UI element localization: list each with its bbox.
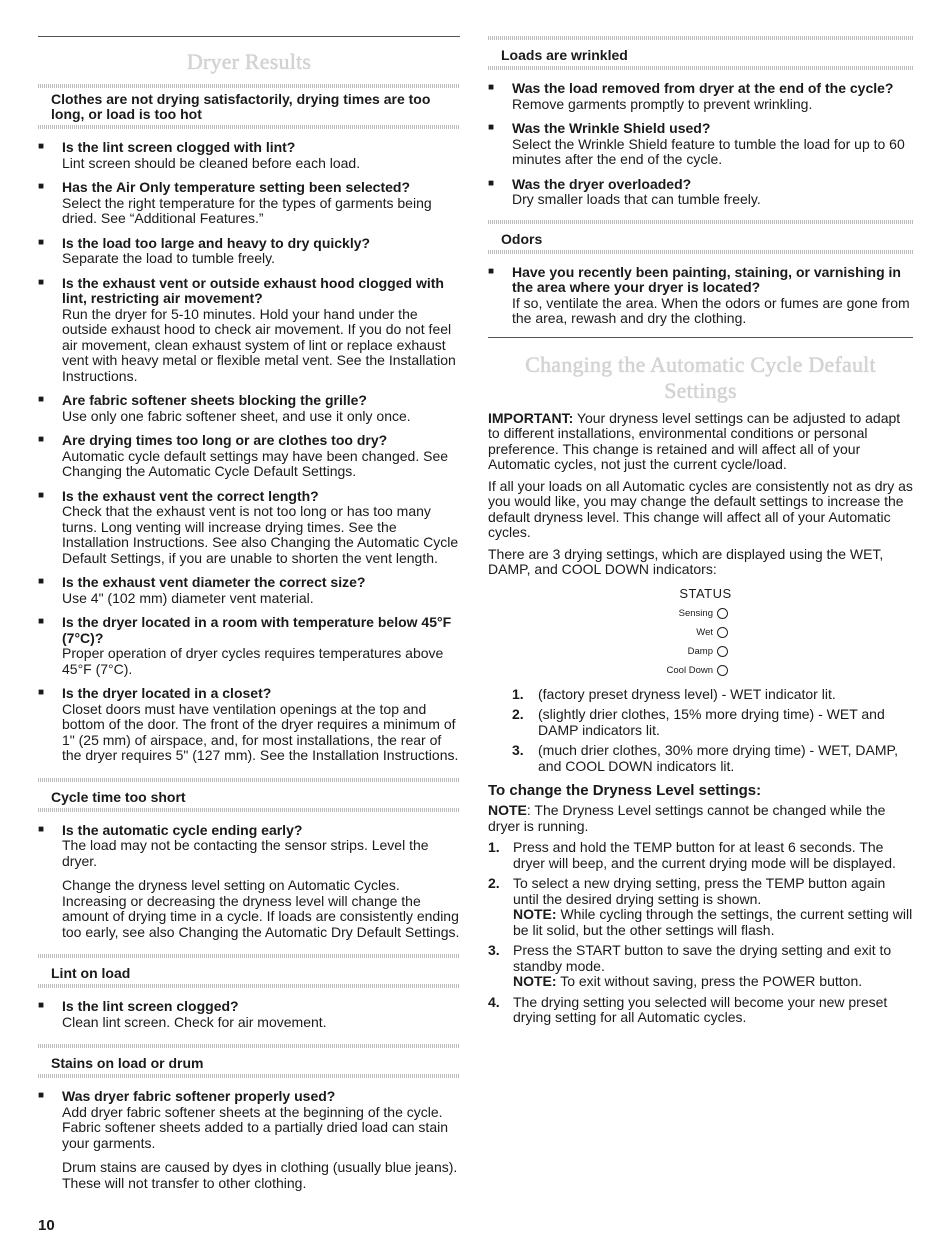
problem-section bbox=[38, 92, 460, 764]
answer: Proper operation of dryer cycles requires temperatures above 45°F (7°C). bbox=[62, 645, 444, 677]
divider bbox=[488, 220, 913, 224]
indicator-label: Sensing bbox=[678, 607, 713, 619]
item-number: 2. bbox=[512, 706, 524, 722]
item-number: 1. bbox=[488, 839, 500, 855]
divider bbox=[38, 84, 460, 88]
divider bbox=[38, 1044, 460, 1048]
problem-section bbox=[38, 1044, 460, 1191]
question: Is the dryer located in a room with temperature below 45°F (7°C)? bbox=[62, 614, 452, 646]
answer: If so, ventilate the area. When the odors or fumes are gone from the area, rewash and dry the clothing. bbox=[512, 294, 910, 326]
dryer-results-title: Dryer Results bbox=[186, 49, 312, 74]
question: Are fabric softener sheets blocking the grille? bbox=[62, 392, 367, 408]
indicator-light-icon bbox=[717, 627, 728, 638]
question: Was the load removed from dryer at the end of the cycle? bbox=[512, 80, 894, 96]
list-item bbox=[488, 121, 913, 168]
list-item bbox=[488, 177, 913, 208]
bullet-icon: ■ bbox=[488, 177, 495, 189]
answer: Automatic cycle default settings may have been changed. See Changing the Automatic Cycle Default Settings. bbox=[62, 447, 449, 479]
note-text: While cycling through the settings, the current setting will be lit solid, but the other settings will flash. bbox=[513, 906, 913, 938]
question: Is the lint screen clogged? bbox=[62, 998, 239, 1014]
answer: The load may not be contacting the sensor strips. Level the dryer. bbox=[62, 837, 429, 869]
indicator-label: Damp bbox=[687, 645, 713, 657]
settings-list bbox=[488, 687, 913, 775]
list-item bbox=[38, 999, 460, 1030]
problem-heading: Clothes are not drying satisfactorily, drying times are too long, or load is too hot bbox=[51, 91, 431, 122]
status-title: STATUS bbox=[679, 585, 732, 601]
list-item bbox=[488, 840, 913, 871]
right-column bbox=[488, 36, 913, 1031]
changing-defaults-title: Changing the Automatic Cycle Default Settings bbox=[525, 351, 876, 403]
problem-section bbox=[38, 954, 460, 1030]
question: Was dryer fabric softener properly used? bbox=[62, 1088, 336, 1104]
bullet-icon: ■ bbox=[38, 181, 45, 192]
item-number: 3. bbox=[512, 742, 524, 758]
answer: Drum stains are caused by dyes in clothing (usually blue jeans). These will not transfer to other clothing. bbox=[62, 1159, 458, 1191]
bullet-icon: ■ bbox=[488, 82, 495, 93]
bullet-icon: ■ bbox=[38, 576, 45, 587]
question: Is the automatic cycle ending early? bbox=[62, 821, 303, 838]
list-item bbox=[488, 876, 913, 938]
list-item bbox=[38, 276, 460, 385]
divider bbox=[38, 1074, 460, 1078]
divider bbox=[38, 778, 460, 782]
answer: Use 4" (102 mm) diameter vent material. bbox=[62, 589, 314, 606]
problem-section bbox=[488, 48, 913, 208]
answer: Select the right temperature for the types of garments being dried. See “Additional Features.” bbox=[62, 194, 432, 226]
note-label: NOTE bbox=[488, 802, 527, 818]
page-number: 10 bbox=[38, 1217, 55, 1234]
bullet-icon: ■ bbox=[488, 122, 495, 133]
indicator-light-icon bbox=[717, 646, 728, 657]
important-label: IMPORTANT: bbox=[488, 409, 574, 426]
list-item bbox=[38, 615, 460, 677]
question: Is the dryer located in a closet? bbox=[62, 685, 272, 701]
status-indicator bbox=[488, 646, 913, 658]
question: Is the lint screen clogged with lint? bbox=[62, 139, 296, 155]
bullet-icon: ■ bbox=[38, 489, 45, 501]
steps-list bbox=[488, 840, 913, 1026]
note-label: NOTE: bbox=[513, 973, 557, 989]
list-item bbox=[38, 180, 460, 227]
list-item bbox=[38, 575, 460, 606]
top-rule bbox=[38, 36, 460, 37]
list-item bbox=[38, 433, 460, 480]
item-text: The drying setting you selected will become your new preset drying setting for all Automatic cycles. bbox=[513, 993, 888, 1025]
note-label: NOTE: bbox=[513, 906, 557, 922]
bullet-icon: ■ bbox=[38, 276, 45, 288]
item-text: (much drier clothes, 30% more drying time) - WET, DAMP, and COOL DOWN indicators lit. bbox=[538, 742, 898, 774]
indicator-label: Cool Down bbox=[666, 664, 713, 676]
question: Is the exhaust vent or outside exhaust hood clogged with lint, restricting air movement? bbox=[62, 274, 444, 306]
divider bbox=[38, 125, 460, 129]
important-paragraph bbox=[488, 411, 913, 473]
bullet-icon: ■ bbox=[38, 394, 45, 405]
note-text: : The Dryness Level settings cannot be changed while the dryer is running. bbox=[488, 802, 886, 834]
bullet-icon: ■ bbox=[38, 823, 45, 835]
item-text: To select a new drying setting, press the TEMP button again until the desired drying setting is shown. bbox=[513, 875, 886, 907]
answer: Add dryer fabric softener sheets at the beginning of the cycle. Fabric softener sheets added to a partially dried load can stain your garments. bbox=[62, 1103, 449, 1151]
important-text: Your dryness level settings can be adjusted to adapt to different installations, environmental conditions or personal preference. This change is retained and will affect all of your Automatic cycles, not just the current cycle/load. bbox=[488, 409, 901, 472]
bullet-icon: ■ bbox=[38, 1090, 45, 1101]
status-panel bbox=[488, 586, 913, 677]
divider bbox=[488, 36, 913, 40]
note-text: To exit without saving, press the POWER button. bbox=[556, 973, 863, 989]
answer: Lint screen should be cleaned before each load. bbox=[62, 154, 361, 171]
divider bbox=[38, 808, 460, 812]
question: Was the Wrinkle Shield used? bbox=[512, 120, 711, 136]
problem-section bbox=[38, 778, 460, 941]
question: Are drying times too long or are clothes too dry? bbox=[62, 432, 388, 448]
list-item bbox=[38, 393, 460, 424]
status-indicator bbox=[488, 665, 913, 677]
bullet-icon: ■ bbox=[38, 141, 45, 152]
answer: Separate the load to tumble freely. bbox=[62, 250, 275, 266]
bullet-icon: ■ bbox=[488, 265, 495, 277]
problem-heading: Lint on load bbox=[51, 965, 131, 981]
indicator-light-icon bbox=[717, 665, 728, 676]
list-item bbox=[488, 707, 913, 738]
bullet-icon: ■ bbox=[38, 434, 45, 445]
question: Has the Air Only temperature setting been selected? bbox=[62, 179, 411, 195]
list-item bbox=[488, 743, 913, 774]
item-text: (slightly drier clothes, 15% more drying time) - WET and DAMP indicators lit. bbox=[538, 706, 885, 738]
item-number: 4. bbox=[488, 993, 500, 1010]
list-item bbox=[488, 687, 913, 703]
bullet-icon: ■ bbox=[38, 616, 45, 627]
bullet-icon: ■ bbox=[38, 687, 45, 698]
item-number: 1. bbox=[512, 685, 524, 702]
section-rule bbox=[488, 337, 913, 338]
answer: Select the Wrinkle Shield feature to tumble the load for up to 60 minutes after the end of the cycle. bbox=[512, 135, 905, 167]
question: Have you recently been painting, staining, or varnishing in the area where your dryer is located? bbox=[512, 263, 901, 295]
item-text: (factory preset dryness level) - WET indicator lit. bbox=[538, 685, 836, 702]
list-item bbox=[38, 1089, 460, 1191]
bullet-icon: ■ bbox=[38, 236, 45, 248]
list-item bbox=[488, 995, 913, 1026]
answer: Clean lint screen. Check for air movement. bbox=[62, 1013, 327, 1030]
list-item bbox=[38, 140, 460, 171]
divider bbox=[488, 250, 913, 254]
status-indicator bbox=[488, 627, 913, 639]
bullet-icon: ■ bbox=[38, 1000, 45, 1011]
left-column bbox=[38, 36, 460, 1200]
item-number: 2. bbox=[488, 875, 500, 891]
answer: Use only one fabric softener sheet, and use it only once. bbox=[62, 407, 411, 424]
divider bbox=[488, 66, 913, 70]
answer: Remove garments promptly to prevent wrinkling. bbox=[512, 95, 813, 112]
paragraph: There are 3 drying settings, which are displayed using the WET, DAMP, and COOL DOWN indicators: bbox=[488, 545, 884, 577]
problem-heading: Odors bbox=[501, 230, 543, 247]
answer: Run the dryer for 5-10 minutes. Hold your hand under the outside exhaust hood to check air movement. If you do not feel air movement, clean exhaust system of lint or replace exhaust vent with heavy metal or flexible metal vent. See the Installation Instructions. bbox=[62, 305, 456, 384]
divider bbox=[38, 984, 460, 988]
indicator-light-icon bbox=[717, 608, 728, 619]
paragraph: If all your loads on all Automatic cycles are consistently not as dry as you would like, you may change the default settings to increase the default dryness level. This change will affect all of your Automatic cycles. bbox=[488, 477, 913, 540]
answer: Closet doors must have ventilation openings at the top and bottom of the door. The front of the dryer requires a minimum of 1" (25 mm) of airspace, and, for most installations, the rear of the dryer requires 5" (127 mm). See the Installation Instructions. bbox=[62, 700, 459, 763]
list-item bbox=[38, 236, 460, 267]
change-heading: To change the Dryness Level settings: bbox=[488, 782, 762, 799]
question: Is the load too large and heavy to dry quickly? bbox=[62, 234, 371, 251]
problem-heading: Loads are wrinkled bbox=[501, 47, 628, 63]
list-item bbox=[38, 489, 460, 567]
problem-section bbox=[488, 220, 913, 327]
list-item bbox=[38, 823, 460, 941]
problem-heading: Stains on load or drum bbox=[51, 1055, 204, 1071]
list-item bbox=[488, 943, 913, 990]
item-text: Press the START button to save the drying setting and exit to standby mode. bbox=[513, 942, 892, 974]
question: Is the exhaust vent diameter the correct size? bbox=[62, 574, 366, 590]
list-item bbox=[488, 81, 913, 112]
question: Is the exhaust vent the correct length? bbox=[62, 487, 319, 504]
item-number: 3. bbox=[488, 942, 500, 958]
item-text: Press and hold the TEMP button for at least 6 seconds. The dryer will beep, and the current drying mode will be displayed. bbox=[513, 839, 896, 871]
note-paragraph bbox=[488, 803, 913, 834]
list-item bbox=[38, 686, 460, 764]
status-indicator bbox=[488, 608, 913, 620]
indicator-label: Wet bbox=[696, 626, 713, 638]
list-item bbox=[488, 265, 913, 327]
problem-heading: Cycle time too short bbox=[51, 788, 186, 805]
divider bbox=[38, 954, 460, 958]
answer: Dry smaller loads that can tumble freely. bbox=[512, 191, 761, 207]
question: Was the dryer overloaded? bbox=[512, 175, 692, 192]
answer: Check that the exhaust vent is not too long or has too many turns. Long venting will increase drying times. See the Installation Instructions. See also Changing the Automatic Cycle Default Settings, if you are unable to shorten the vent length. bbox=[62, 503, 459, 566]
answer: Change the dryness level setting on Automatic Cycles. Increasing or decreasing the dryness level will change the amount of drying time in a cycle. If loads are consistently ending too early, see also Changing the Automatic Dry Default Settings. bbox=[62, 877, 460, 940]
